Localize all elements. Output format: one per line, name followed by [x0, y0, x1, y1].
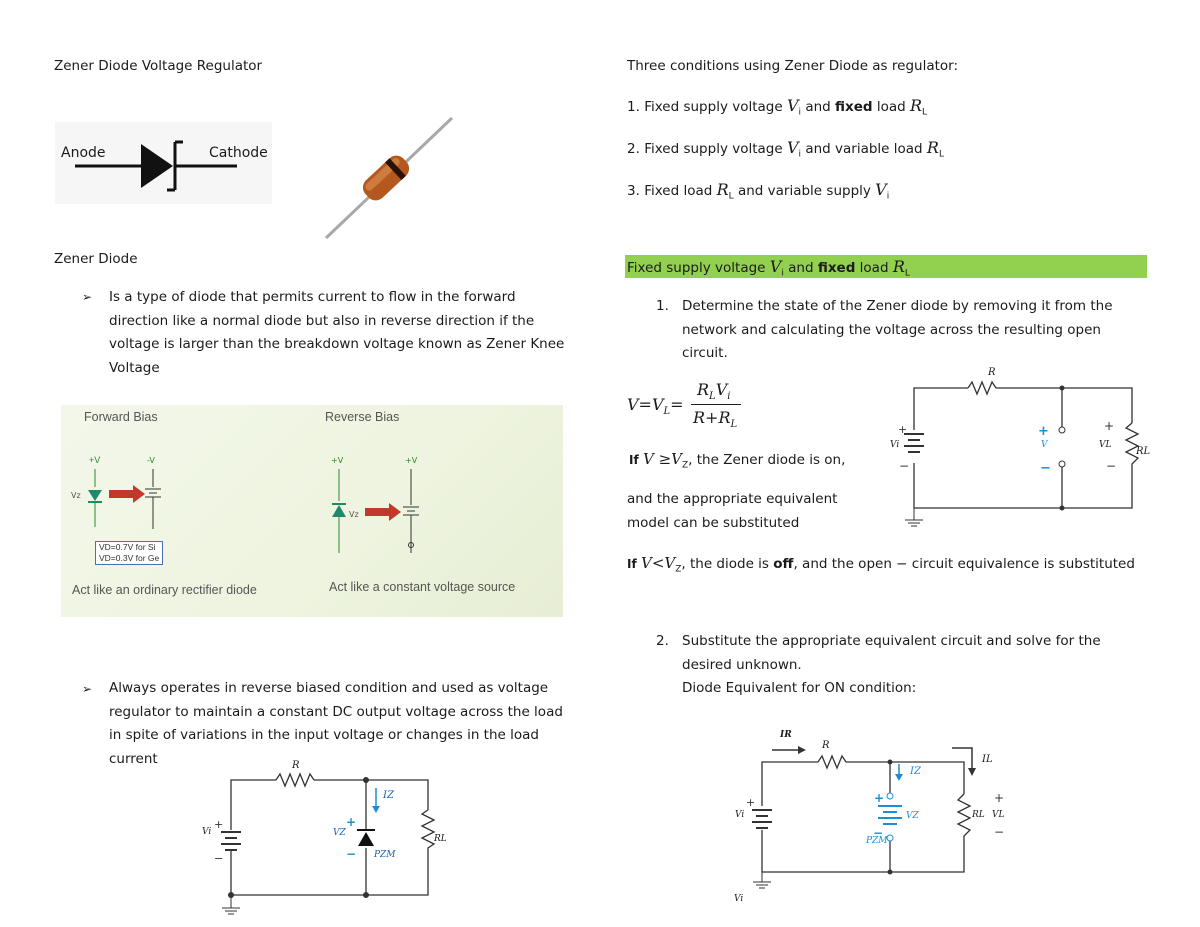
svg-text:+: + — [898, 423, 908, 436]
equiv-vi-bottom-label: Vi — [734, 894, 744, 904]
svg-text:−: − — [1040, 461, 1051, 476]
zener-symbol-icon — [55, 122, 272, 204]
equivalent-text: and the appropriate equivalent model can be substituted — [627, 491, 838, 531]
svg-text:+: + — [994, 791, 1005, 805]
zener-heading: Zener Diode — [54, 251, 138, 267]
left-circuit-r-label: R — [292, 760, 300, 771]
svg-text:Vz: Vz — [349, 510, 359, 519]
cathode-label: Cathode — [209, 145, 268, 161]
reverse-caption: Act like a constant voltage source — [329, 580, 516, 594]
step2-number: 2. — [656, 633, 669, 649]
regulator-circuit — [196, 760, 456, 920]
svg-text:+V: +V — [331, 456, 344, 465]
reverse-bias-title: Reverse Bias — [325, 410, 400, 424]
bias-card — [61, 405, 563, 617]
svg-text:+: + — [214, 818, 224, 831]
left-circuit-iz-label: IZ — [383, 790, 394, 801]
equiv-vz-label: VZ — [906, 811, 919, 821]
zener-diode-photo — [320, 112, 460, 242]
left-circuit-pzm-label: PZM — [374, 850, 396, 860]
equiv-rl-label: RL — [972, 810, 985, 820]
svg-text:−: − — [346, 847, 357, 861]
svg-text:+: + — [874, 791, 885, 805]
vd-ge-label: VD=0.3V for Ge — [99, 553, 160, 563]
voltage-formula: $V=V_L=$ $R_LV_i$ $R+R_L$ — [627, 380, 767, 430]
left-circuit-rl-label: RL — [434, 834, 447, 844]
svg-text:+: + — [1104, 419, 1115, 433]
open-circuit-vl-label: VL — [1099, 440, 1112, 450]
condition-2: 2. Fixed supply voltage $V_i$ and variable load $R_L$ — [627, 138, 944, 160]
condition-1: 1. Fixed supply voltage $V_i$ and fixed load $R_L$ — [627, 96, 928, 118]
open-circuit-v-label: V — [1041, 440, 1048, 450]
svg-text:−: − — [873, 826, 884, 840]
open-circuit-diagram — [880, 368, 1160, 538]
equiv-iz-label: IZ — [910, 766, 921, 777]
equiv-ir-label: IR — [780, 730, 792, 740]
equiv-r-label: R — [822, 740, 830, 751]
svg-text:+: + — [346, 815, 357, 829]
left-circuit-vz-label: VZ — [333, 828, 346, 838]
arrow-bullet-icon: ➢ — [82, 682, 93, 696]
equiv-vl-label: VL — [992, 810, 1005, 820]
vd-si-label: VD=0.7V for Si — [99, 542, 156, 552]
condition-3: 3. Fixed load $R_L$ and variable supply $V_i$ — [627, 180, 890, 202]
svg-text:-V: -V — [147, 456, 155, 465]
arrow-bullet-icon: ➢ — [82, 290, 93, 304]
zener-definition: Is a type of diode that permits current to flow in the forward direction like a normal diode but also in reverse direction if the voltage is larger than the breakdown voltage known as Zener Knee Voltage — [109, 289, 565, 376]
svg-text:−: − — [994, 825, 1005, 839]
diode-equivalent-label: Diode Equivalent for ON condition: — [682, 680, 917, 696]
highlight-heading: Fixed supply voltage $V_i$ and fixed load $R_L$ — [625, 255, 1147, 278]
svg-text:−: − — [899, 459, 910, 473]
forward-caption: Act like an ordinary rectifier diode — [72, 583, 257, 597]
step2-text: Substitute the appropriate equivalent circuit and solve for the desired unknown. — [682, 633, 1101, 673]
regulator-description: Always operates in reverse biased condition and used as voltage regulator to maintain a constant DC output voltage across the load in spite of variations in the input voltage or changes in the load current — [109, 680, 563, 767]
conditions-heading: Three conditions using Zener Diode as regulator: — [627, 58, 959, 74]
left-circuit-vi-label: Vi — [202, 827, 212, 837]
open-circuit-r-label: R — [988, 367, 996, 378]
svg-text:Vz: Vz — [71, 491, 81, 500]
svg-text:+: + — [1038, 424, 1049, 439]
zener-symbol-image — [55, 122, 272, 204]
svg-text:+: + — [746, 796, 756, 809]
if-on-condition: If $V \ge V_Z$, the Zener diode is on, — [629, 450, 846, 471]
equiv-vi-label: Vi — [735, 810, 745, 820]
step1-text: Determine the state of the Zener diode by removing it from the network and calculating the voltage across the resulting open circuit. — [682, 298, 1113, 361]
if-off-condition: If $V<V_Z$, the diode is off, and the open − circuit equivalence is substituted — [627, 554, 1135, 575]
svg-text:−: − — [214, 852, 224, 865]
svg-text:+V: +V — [405, 456, 418, 465]
equiv-il-label: IL — [982, 754, 993, 765]
vd-box — [95, 541, 163, 565]
anode-label: Anode — [61, 145, 106, 161]
step1-number: 1. — [656, 298, 669, 314]
svg-text:−: − — [1106, 459, 1117, 473]
open-circuit-vi-label: Vi — [890, 440, 900, 450]
equiv-pzm-label: PZM — [866, 836, 888, 846]
open-circuit-rl-label: RL — [1136, 446, 1151, 457]
svg-text:+V: +V — [89, 455, 101, 465]
page-title: Zener Diode Voltage Regulator — [54, 58, 263, 74]
forward-bias-title: Forward Bias — [84, 410, 158, 424]
